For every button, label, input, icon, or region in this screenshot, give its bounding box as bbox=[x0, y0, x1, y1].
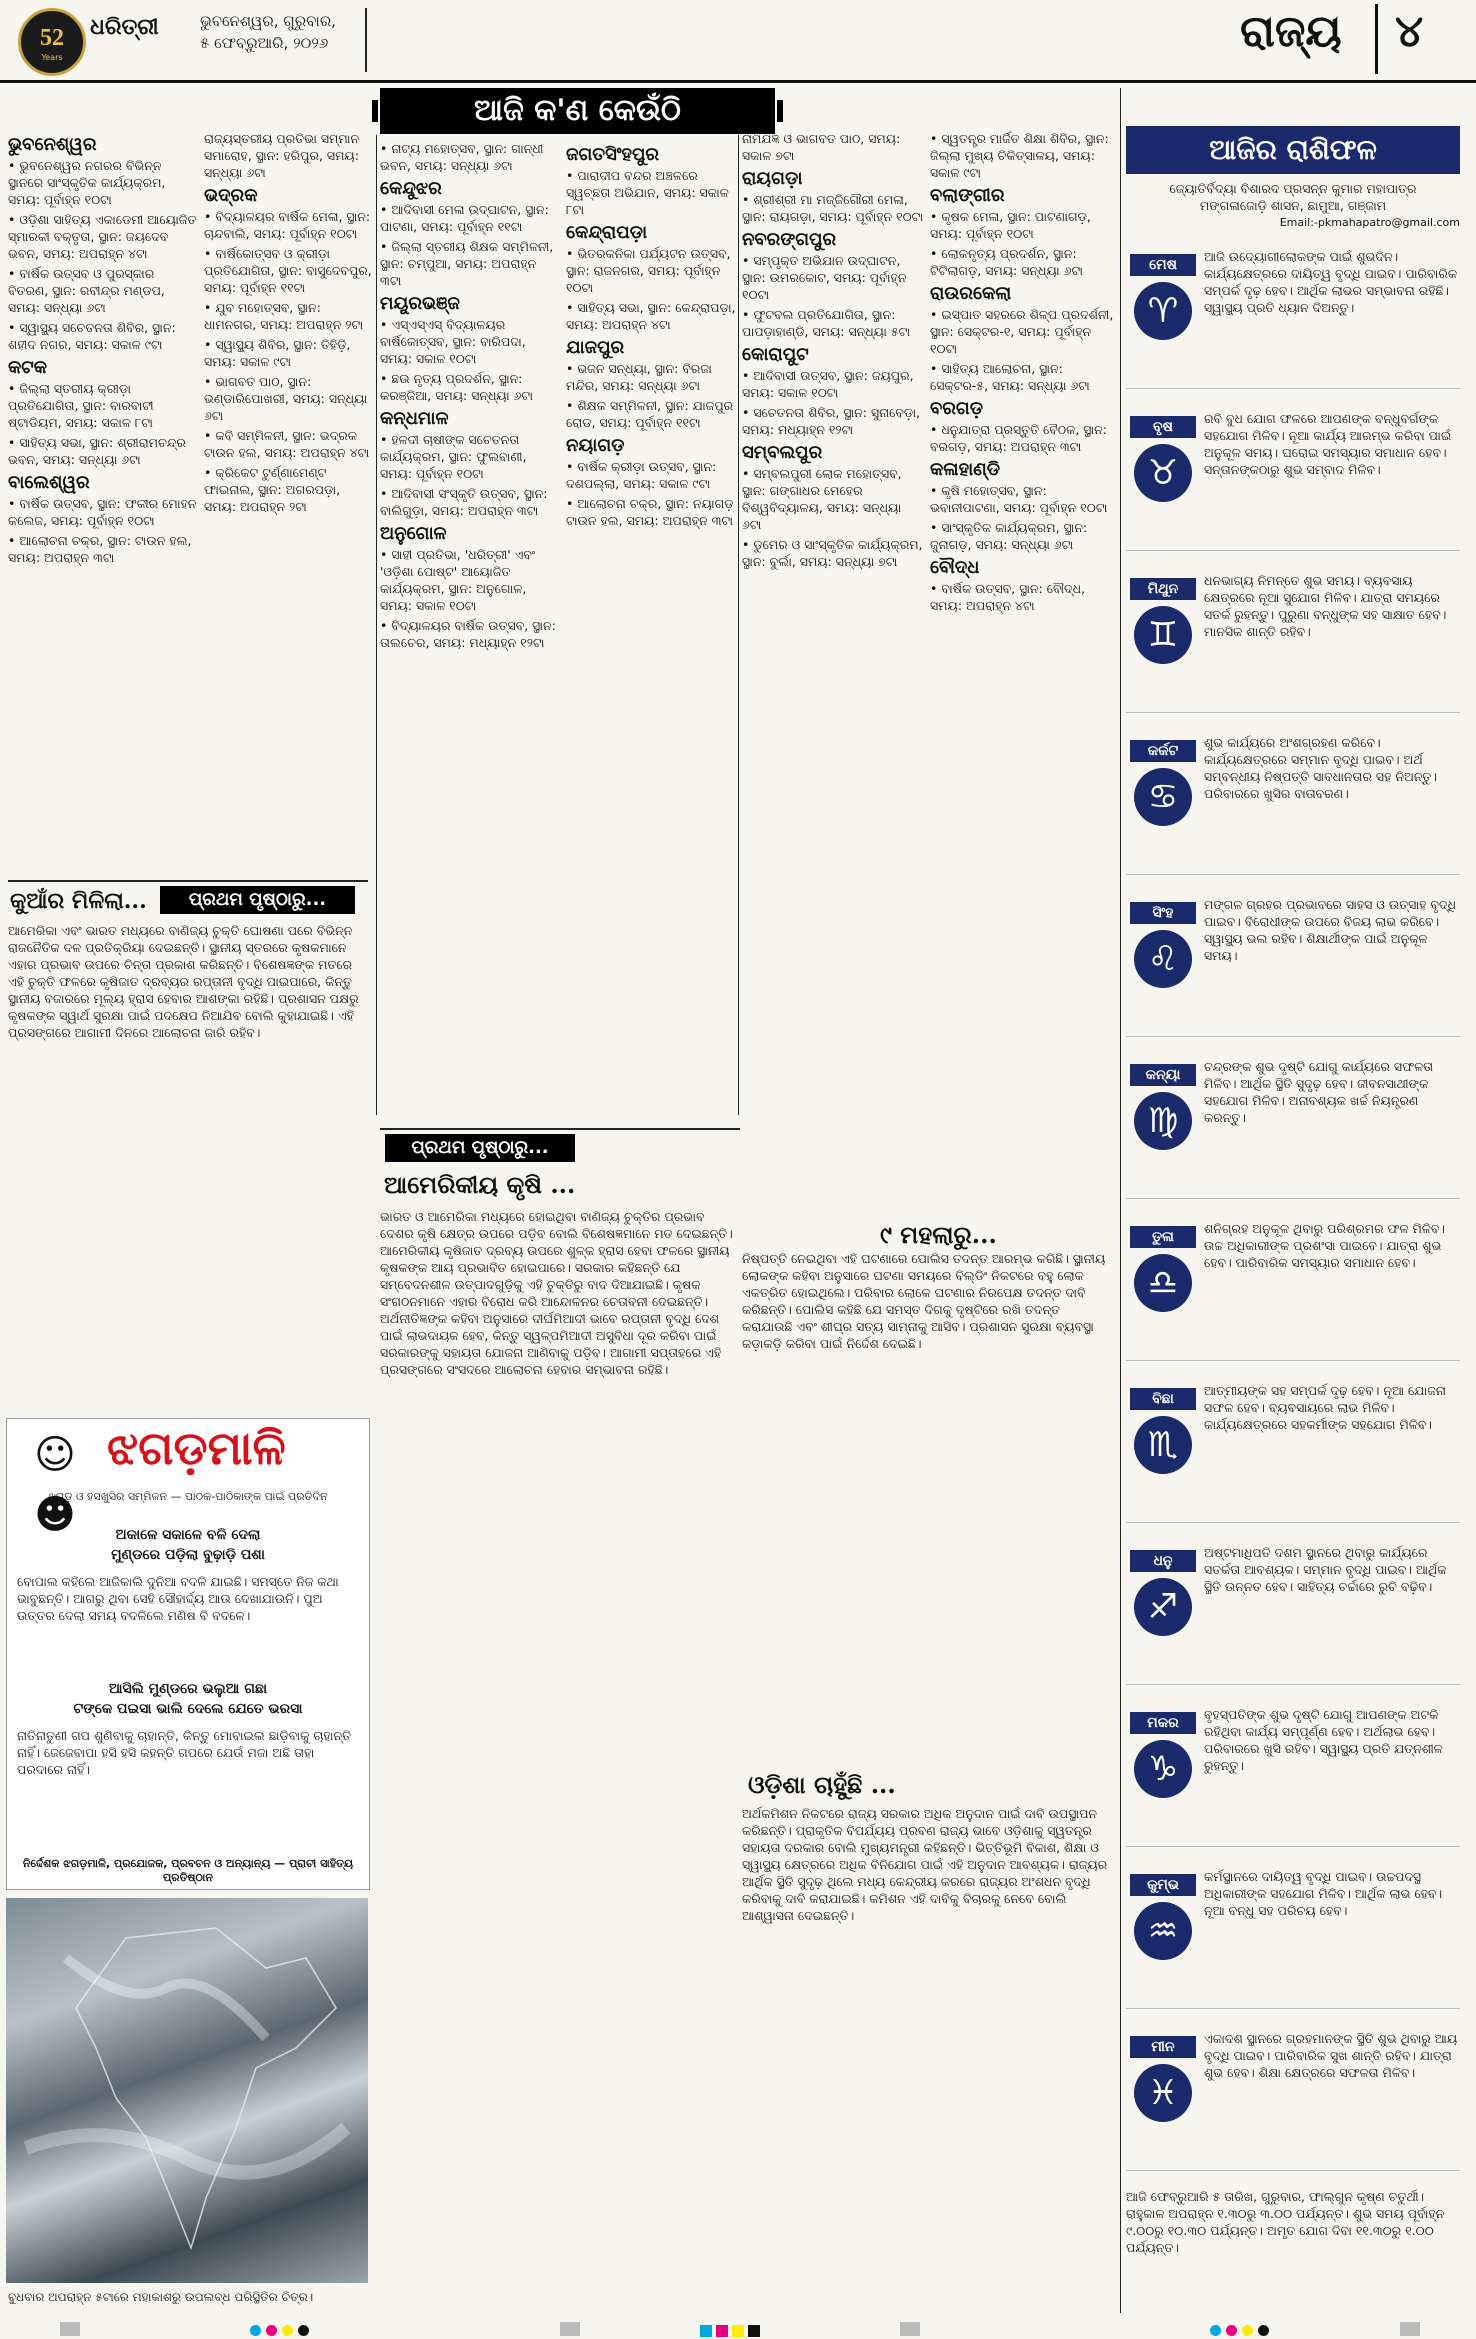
horoscope-email: Email:-pkmahapatro@gmail.com bbox=[1279, 216, 1460, 229]
place-heading: କଟକ bbox=[8, 357, 48, 378]
event-item: • ସଚେତନତା ଶିବିର, ସ୍ଥାନ: ସୁନାବେଡ଼ା, ସମୟ: ମଧ୍ୟାହ୍ନ ୧୨ଟା bbox=[742, 405, 921, 437]
zodiac-icon: ♊ bbox=[1134, 606, 1192, 664]
event-item: • ଆଦିବାସୀ ସଂସ୍କୃତି ଉତ୍ସବ, ସ୍ଥାନ: ବାଲିଗୁଡ଼ା, ସମୟ: ଅପରାହ୍ନ ୩ଟା bbox=[380, 486, 548, 518]
events-column-2 bbox=[204, 130, 374, 870]
place-heading: କଳାହାଣ୍ଡି bbox=[930, 459, 1001, 480]
event-item: • ଆଦିବାସୀ ଉତ୍ସବ, ସ୍ଥାନ: ଜୟପୁର, ସମୟ: ସକାଳ ୧୦ଟା bbox=[742, 368, 914, 400]
place-heading: ଭୁବନେଶ୍ୱର bbox=[8, 134, 97, 155]
event-item: • ହଳଦୀ ଚାଷୀଙ୍କ ସଚେତନତା କାର୍ଯ୍ୟକ୍ରମ, ସ୍ଥାନ: ଫୁଲବାଣୀ, ସମୟ: ପୂର୍ବାହ୍ନ ୧୦ଟା bbox=[380, 432, 527, 481]
events-column-6 bbox=[930, 130, 1115, 1115]
event-item: • ଶିକ୍ଷକ ସମ୍ମିଳନୀ, ସ୍ଥାନ: ଯାଜପୁର ରୋଡ, ସମୟ: ପୂର୍ବାହ୍ନ ୧୧ଟା bbox=[566, 398, 734, 430]
event-item: • ଜିଲ୍ଲା ସ୍ତରୀୟ ଶିକ୍ଷକ ସମ୍ମିଳନୀ, ସ୍ଥାନ: ଚମ୍ପୁଆ, ସମୟ: ଅପରାହ୍ନ ୩ଟା bbox=[380, 239, 554, 288]
cmyk-dot bbox=[282, 2325, 293, 2336]
sign-name: ବିଛା bbox=[1130, 1388, 1196, 1410]
event-item: • କବି ସମ୍ମିଳନୀ, ସ୍ଥାନ: ଭଦ୍ରକ ଟାଉନ ହଲ, ସମୟ: ଅପରାହ୍ନ ୪ଟା bbox=[204, 428, 370, 460]
logo-title: ଧରିତ୍ରୀ bbox=[90, 14, 159, 40]
sign-prediction: ଶନିଗ୍ରହ ଅନୁକୂଳ ଥିବାରୁ ପରିଶ୍ରମର ଫଳ ମିଳିବ। ଉଚ୍ଚ ଅଧିକାରୀଙ୍କ ପ୍ରଶଂସା ପାଇବେ। ଯାତ୍ରା ଶୁଭ ହେବ। ପାରିବାରିକ ସମସ୍ୟାର ସମାଧାନ ହେବ। bbox=[1204, 1221, 1446, 1270]
sign-name: କର୍କଟ bbox=[1130, 740, 1196, 762]
cmyk-dot bbox=[1258, 2325, 1269, 2336]
registration-mark bbox=[60, 2322, 80, 2336]
cmyk-dot bbox=[1226, 2325, 1237, 2336]
comic-body: ନାତିନାତୁଣୀ ଗପ ଶୁଣିବାକୁ ଚାହାନ୍ତି, କିନ୍ତୁ ମୋବାଇଲ ଛାଡ଼ିବାକୁ ଚାହାନ୍ତି ନାହିଁ। ଜେଜେବାପା ହସି ହସି କହନ୍ତି ଗପରେ ଯେଉଁ ମଜା ଅଛି ତାହା ପରଦାରେ ନାହିଁ। bbox=[17, 1728, 351, 1777]
event-item: ରାଜ୍ୟସ୍ତରୀୟ ପ୍ରତିଭା ସମ୍ମାନ ସମାରୋହ, ସ୍ଥାନ: ହରିପୁର, ସମୟ: ସନ୍ଧ୍ୟା ୬ଟା bbox=[204, 131, 360, 180]
sign-prediction: ଅଷ୍ଟମାଧିପତି ଦଶମ ସ୍ଥାନରେ ଥିବାରୁ କାର୍ଯ୍ୟରେ ସତର୍କତା ଆବଶ୍ୟକ। ସମ୍ମାନ ବୃଦ୍ଧି ପାଇବ। ଆର୍ଥିକ ସ୍ଥିତି ଉନ୍ନତ ହେବ। ସାହିତ୍ୟ ଚର୍ଚ୍ଚାରେ ରୁଚି ବଢ଼ିବ। bbox=[1204, 1545, 1447, 1594]
events-banner: ଆଜି କ'ଣ କେଉଁଠି bbox=[380, 88, 775, 134]
logo-years: Years bbox=[41, 53, 63, 62]
registration-mark bbox=[1400, 2322, 1420, 2336]
sign-prediction: ଶୁଭ କାର୍ଯ୍ୟରେ ଅଂଶଗ୍ରହଣ କରିବେ। କାର୍ଯ୍ୟକ୍ଷେତ୍ରରେ ସମ୍ମାନ ବୃଦ୍ଧି ପାଇବ। ଅର୍ଥ ସମ୍ବନ୍ଧୀୟ ନିଷ୍ପତ୍ତି ସାବଧାନତାର ସହ ନିଅନ୍ତୁ। ପରିବାରରେ ଖୁସିର ବାତାବରଣ। bbox=[1204, 735, 1437, 801]
event-item: • ଏସ୍‌ଏସ୍‌ଏସ୍ ବିଦ୍ୟାଳୟର ବାର୍ଷିକୋତ୍ସବ, ସ୍ଥାନ: ବାରିପଦା, ସମୟ: ସକାଳ ୧୦ଟା bbox=[380, 317, 526, 366]
sign-prediction: ମଙ୍ଗଳ ଗ୍ରହର ପ୍ରଭାବରେ ସାହସ ଓ ଉତ୍ସାହ ବୃଦ୍ଧି ପାଇବ। ବିରୋଧୀଙ୍କ ଉପରେ ବିଜୟ ଲାଭ କରିବେ। ସ୍ୱାସ୍ଥ୍ୟ ଭଲ ରହିବ। ଶିକ୍ଷାର୍ଥୀଙ୍କ ପାଇଁ ଅନୁକୂଳ ସମୟ। bbox=[1204, 897, 1457, 963]
banner-right-cap bbox=[777, 100, 783, 122]
horoscope-sign-row bbox=[1126, 1212, 1460, 1361]
zodiac-icon: ♋ bbox=[1134, 768, 1192, 826]
sign-prediction: ଆତ୍ମୀୟଙ୍କ ସହ ସମ୍ପର୍କ ଦୃଢ଼ ହେବ। ନୂଆ ଯୋଜନା ସଫଳ ହେବ। ବ୍ୟବସାୟରେ ଲାଭ ମିଳିବ। କାର୍ଯ୍ୟକ୍ଷେତ୍ରରେ ସହକର୍ମୀଙ୍କ ସହଯୋଗ ମିଳିବ। bbox=[1204, 1383, 1446, 1432]
horoscope-title: ଆଜିର ରାଶିଫଳ bbox=[1126, 126, 1460, 174]
sign-name: କୁମ୍ଭ bbox=[1130, 1874, 1196, 1896]
place-heading: ରାୟଗଡ଼ା bbox=[742, 168, 803, 189]
comic-title: ଝଗଡ଼ମାଳି bbox=[107, 1421, 286, 1475]
masthead bbox=[0, 0, 1476, 83]
story-heading: କୁଆଁର ମିଳିଲା... bbox=[10, 888, 147, 914]
sign-prediction: ଧନଭାଗ୍ୟ ନିମନ୍ତେ ଶୁଭ ସମୟ। ବ୍ୟବସାୟ କ୍ଷେତ୍ରରେ ନୂଆ ସୁଯୋଗ ମିଳିବ। ଯାତ୍ରା ସମୟରେ ସତର୍କ ରୁହନ୍ତୁ। ପୁରୁଣା ବନ୍ଧୁଙ୍କ ସହ ସାକ୍ଷାତ ହେବ। ମାନସିକ ଶାନ୍ତି ରହିବ। bbox=[1204, 573, 1447, 639]
event-item: • ସାହିତ୍ୟ ସଭା, ସ୍ଥାନ: କେନ୍ଦ୍ରାପଡ଼ା, ସମୟ: ଅପରାହ୍ନ ୪ଟା bbox=[566, 300, 736, 332]
event-item: • ସ୍ୱାସ୍ଥ୍ୟ ଶିବିର, ସ୍ଥାନ: ତିହିଡ଼ି, ସମୟ: ସକାଳ ୯ଟା bbox=[204, 337, 351, 369]
story-body bbox=[8, 922, 368, 1407]
event-item: • କୃଷି ମହୋତ୍ସବ, ସ୍ଥାନ: ଭବାନୀପାଟଣା, ସମୟ: ପୂର୍ବାହ୍ନ ୧୦ଟା bbox=[930, 483, 1108, 515]
column-rule bbox=[1120, 88, 1121, 2313]
comic-line: ଅକାଳେ ସକାଳେ ବଳି ଦେଲା bbox=[115, 1527, 261, 1543]
registration-mark bbox=[900, 2322, 920, 2336]
event-item: • ଆଦିବାସୀ ମେଳା ଉଦ୍‌ଘାଟନ, ସ୍ଥାନ: ପାଟଣା, ସମୟ: ପୂର୍ବାହ୍ନ ୧୧ଟା bbox=[380, 202, 549, 234]
cmyk-dot bbox=[266, 2325, 277, 2336]
horoscope-sign-row bbox=[1126, 888, 1460, 1037]
event-item: • ସ୍ୱାସ୍ଥ୍ୟ ସଚେତନତା ଶିବିର, ସ୍ଥାନ: ଶହୀଦ ନଗର, ସମୟ: ସକାଳ ୯ଟା bbox=[8, 320, 176, 352]
cmyk-square bbox=[748, 2325, 760, 2337]
front-page-strip: ପ୍ରଥମ ପୃଷ୍ଠାରୁ... bbox=[160, 886, 355, 914]
event-item: • ଓଡ଼ିଶା ସାହିତ୍ୟ ଏକାଡେମୀ ଆୟୋଜିତ ସ୍ମାରକୀ ବକ୍ତୃତା, ସ୍ଥାନ: ଜୟଦେବ ଭବନ, ସମୟ: ଅପରାହ୍ନ ୪ଟା bbox=[8, 212, 197, 261]
sign-prediction: କର୍ମସ୍ଥାନରେ ଦାୟିତ୍ୱ ବୃଦ୍ଧି ପାଇବ। ଉଚ୍ଚପଦସ୍ଥ ଅଧିକାରୀଙ୍କ ସହଯୋଗ ମିଳିବ। ଆର୍ଥିକ ଲାଭ ହେବ। ନୂଆ ବନ୍ଧୁ ସହ ପରିଚୟ ହେବ। bbox=[1204, 1869, 1443, 1918]
place-heading: ନବରଙ୍ଗପୁର bbox=[742, 229, 837, 250]
front-page-strip: ପ୍ରଥମ ପୃଷ୍ଠାରୁ... bbox=[385, 1134, 575, 1162]
event-item: • କ୍ରିକେଟ ଟୁର୍ଣ୍ଣାମେଣ୍ଟ ଫାଇନାଲ, ସ୍ଥାନ: ଅଗରପଡ଼ା, ସମୟ: ଅପରାହ୍ନ ୨ଟା bbox=[204, 465, 341, 514]
horoscope-credits bbox=[1126, 180, 1460, 231]
zodiac-icon: ♒ bbox=[1134, 1902, 1192, 1960]
event-item: • ଛଉ ନୃତ୍ୟ ପ୍ରଦର୍ଶନ, ସ୍ଥାନ: କରଞ୍ଜିଆ, ସମୟ: ସନ୍ଧ୍ୟା ୬ଟା bbox=[380, 371, 533, 403]
zodiac-icon: ♑ bbox=[1134, 1740, 1192, 1798]
logo-number: 52 bbox=[40, 25, 64, 51]
sign-prediction: ଚନ୍ଦ୍ରଙ୍କ ଶୁଭ ଦୃଷ୍ଟି ଯୋଗୁ କାର୍ଯ୍ୟରେ ସଫଳତା ମିଳିବ। ଆର୍ଥିକ ସ୍ଥିତି ସୁଦୃଢ଼ ହେବ। ଜୀବନସାଥୀଙ୍କ ସହଯୋଗ ମିଳିବ। ଅନାବଶ୍ୟକ ଖର୍ଚ୍ଚ ନିୟନ୍ତ୍ରଣ କରନ୍ତୁ। bbox=[1204, 1059, 1434, 1125]
story-heading: ଓଡ଼ିଶା ଚାହୁଁଛି ... bbox=[748, 1770, 896, 1799]
sign-prediction: ଏକାଦଶ ସ୍ଥାନରେ ଗ୍ରହମାନଙ୍କ ସ୍ଥିତି ଶୁଭ ଥିବାରୁ ଆୟ ବୃଦ୍ଧି ପାଇବ। ପାରିବାରିକ ସୁଖ ଶାନ୍ତି ରହିବ। ଯାତ୍ରା ଶୁଭ ହେବ। ଶିକ୍ଷା କ୍ଷେତ୍ରରେ ସଫଳତା ମିଳିବ। bbox=[1204, 2031, 1458, 2080]
sign-name: ମୀନ bbox=[1130, 2036, 1196, 2058]
event-item: • ସାଂସ୍କୃତିକ କାର୍ଯ୍ୟକ୍ରମ, ସ୍ଥାନ: ଜୁନାଗଡ଼, ସମୟ: ସନ୍ଧ୍ୟା ୬ଟା bbox=[930, 520, 1088, 552]
event-item: • ବାର୍ଷିକ ଉତ୍ସବ, ସ୍ଥାନ: ଫକୀର ମୋହନ କଲେଜ, ସମୟ: ପୂର୍ବାହ୍ନ ୧୦ଟା bbox=[8, 496, 197, 528]
story-heading: ଆମେରିକୀୟ କୃଷି ... bbox=[384, 1170, 576, 1199]
story-paragraph: ଭାରତ ଓ ଆମେରିକା ମଧ୍ୟରେ ହୋଇଥିବା ବାଣିଜ୍ୟ ଚୁକ୍ତିର ପ୍ରଭାବ ଦେଶର କୃଷି କ୍ଷେତ୍ର ଉପରେ ପଡ଼ିବ ବୋଲି ବିଶେଷଜ୍ଞମାନେ ମତ ଦେଇଛନ୍ତି। ଆମେରିକୀୟ କୃଷିଜାତ ଦ୍ରବ୍ୟ ଉପରେ ଶୁଳ୍କ ହ୍ରାସ ହେବା ଫଳରେ ସ୍ଥାନୀୟ କୃଷକଙ୍କ ଆୟ ପ୍ରଭାବିତ ହୋଇପାରେ। ସରକାର କହିଛନ୍ତି ଯେ ସମ୍ବେଦନଶୀଳ ଉତ୍ପାଦଗୁଡ଼ିକୁ ଏହି ଚୁକ୍ତିରୁ ବାଦ ଦିଆଯାଇଛି। କୃଷକ ସଂଗଠନମାନେ ଏହାର ବିରୋଧ କରି ଆନ୍ଦୋଳନର ଚେତାବନୀ ଦେଇଛନ୍ତି। ଅର୍ଥନୀତିଜ୍ଞଙ୍କ କହିବା ଅନୁସାରେ ଦୀର୍ଘମିଆଦୀ ଭାବେ ରପ୍ତାନୀ ବୃଦ୍ଧି ଦେଶ ପାଇଁ ଲାଭଦାୟକ ହେବ, କିନ୍ତୁ ସ୍ୱଳ୍ପମିଆଦୀ ଅସୁବିଧା ଦୂର କରିବା ପାଇଁ ସରକାରଙ୍କୁ ସହାୟତା ଯୋଜନା ଆଣିବାକୁ ପଡ଼ିବ। ଆଗାମୀ ସପ୍ତାହରେ ଏହି ପ୍ରସଙ୍ଗରେ ସଂସଦରେ ଆଲୋଚନା ହେବାର ସମ୍ଭାବନା ରହିଛି। bbox=[380, 1209, 733, 1377]
comic-line: ମୁଣ୍ଡରେ ପଡ଼ିଲା ବୁଢ଼ାଡ଼ି ପଶା bbox=[111, 1547, 265, 1563]
column-rule bbox=[738, 135, 739, 1115]
cmyk-square bbox=[716, 2325, 728, 2337]
event-item: • ଧନୁଯାତ୍ରା ପ୍ରସ୍ତୁତି ବୈଠକ, ସ୍ଥାନ: ବରଗଡ଼, ସମୟ: ଅପରାହ୍ନ ୩ଟା bbox=[930, 422, 1107, 454]
events-column-1 bbox=[8, 130, 198, 870]
event-item: ନାମଯଜ୍ଞ ଓ ଭାଗବତ ପାଠ, ସମୟ: ସକାଳ ୭ଟା bbox=[742, 131, 901, 163]
comic-credit: ନିର୍ଦ୍ଦେଶକ ଝଗଡ଼ମାଳି, ପ୍ରଯୋଜକ, ପ୍ରବଚନ ଓ ଅନ୍ୟାନ୍ୟ — ପ୍ରାଚୀ ସାହିତ୍ୟ ପ୍ରତିଷ୍ଠାନ bbox=[22, 1857, 354, 1884]
event-item: • ଇସ୍ପାତ ସହରରେ ଶିଳ୍ପ ପ୍ରଦର୍ଶନୀ, ସ୍ଥାନ: ସେକ୍ଟର-୧, ସମୟ: ପୂର୍ବାହ୍ନ ୧୦ଟା bbox=[930, 307, 1114, 356]
sign-name: କନ୍ୟା bbox=[1130, 1064, 1196, 1086]
event-item: • ସମ୍ପୃକ୍ତ ଅଭିଯାନ ଉଦ୍‌ଘାଟନ, ସ୍ଥାନ: ଉମରକୋଟ, ସମୟ: ପୂର୍ବାହ୍ନ ୧୦ଟା bbox=[742, 253, 907, 302]
horoscope-sign-row bbox=[1126, 1860, 1460, 2009]
place-heading: ଯାଜପୁର bbox=[566, 337, 625, 358]
place-heading: କେନ୍ଦ୍ରାପଡ଼ା bbox=[566, 222, 648, 243]
cmyk-dot bbox=[250, 2325, 261, 2336]
date-line-1: ଭୁବନେଶ୍ୱର, ଗୁରୁବାର, bbox=[200, 12, 336, 30]
place-heading: ରାଉରକେଲା bbox=[930, 283, 1012, 304]
events-column-3 bbox=[380, 140, 560, 1120]
place-heading: କୋରାପୁଟ bbox=[742, 344, 809, 365]
section-rule bbox=[380, 1128, 740, 1130]
zodiac-icon: ♏ bbox=[1134, 1416, 1192, 1474]
sign-name: ସିଂହ bbox=[1130, 902, 1196, 924]
place-heading: କନ୍ଧମାଳ bbox=[380, 408, 449, 429]
section-divider bbox=[1375, 4, 1378, 74]
story-body bbox=[742, 1250, 1114, 1750]
event-item: • ସାହିତ୍ୟ ସଭା, ସ୍ଥାନ: ଶ୍ରୀରାମଚନ୍ଦ୍ର ଭବନ, ସମୟ: ସନ୍ଧ୍ୟା ୬ଟା bbox=[8, 435, 186, 467]
event-item: • ଭୁବନେଶ୍ୱର ନଗରର ବିଭିନ୍ନ ସ୍ଥାନରେ ସାଂସ୍କୃତିକ କାର୍ଯ୍ୟକ୍ରମ, ସମୟ: ପୂର୍ବାହ୍ନ ୧୦ଟା bbox=[8, 158, 166, 207]
event-item: • ଭଜନ ସନ୍ଧ୍ୟା, ସ୍ଥାନ: ବିରଜା ମନ୍ଦିର, ସମୟ: ସନ୍ଧ୍ୟା ୬ଟା bbox=[566, 361, 712, 393]
place-heading: ବଲାଙ୍ଗୀର bbox=[930, 185, 1005, 206]
place-heading: ବରଗଡ଼ bbox=[930, 398, 984, 419]
events-column-5 bbox=[742, 130, 924, 1115]
event-item: • ବାର୍ଷିକ ଉତ୍ସବ, ସ୍ଥାନ: ବୌଦ୍ଧ, ସମୟ: ଅପରାହ୍ନ ୪ଟା bbox=[930, 581, 1086, 613]
event-item: • ନାଟ୍ୟ ମହୋତ୍ସବ, ସ୍ଥାନ: ଗାନ୍ଧୀ ଭବନ, ସମୟ: ସନ୍ଧ୍ୟା ୬ଟା bbox=[380, 141, 544, 173]
event-item: • ଶ୍ରୀଶ୍ରୀ ମା ମଜ୍ଜିଗୌରୀ ମେଳା, ସ୍ଥାନ: ରାୟଗଡ଼ା, ସମୟ: ପୂର୍ବାହ୍ନ ୧୦ଟା bbox=[742, 192, 924, 224]
event-item: • ସ୍ୱତନ୍ତ୍ର ମାର୍ଜିତ ଶିକ୍ଷା ଶିବିର, ସ୍ଥାନ: ଜିଲ୍ଲା ମୁଖ୍ୟ ଚିକିତ୍ସାଳୟ, ସମୟ: ସକାଳ ୯ଟା bbox=[930, 131, 1109, 180]
horoscope-sign-row bbox=[1126, 402, 1460, 551]
sign-name: ମେଷ bbox=[1130, 254, 1196, 276]
place-heading: ଭଦ୍ରକ bbox=[204, 185, 258, 206]
zodiac-icon: ♐ bbox=[1134, 1578, 1192, 1636]
story-paragraph: ଅର୍ଥକମିଶନ ନିକଟରେ ରାଜ୍ୟ ସରକାର ଅଧିକ ଅନୁଦାନ ପାଇଁ ଦାବି ଉପସ୍ଥାପନ କରିଛନ୍ତି। ପ୍ରାକୃତିକ ବିପର୍ଯ୍ୟୟ ପ୍ରବଣ ରାଜ୍ୟ ଭାବେ ଓଡ଼ିଶାକୁ ସ୍ୱତନ୍ତ୍ର ସହାୟତା ଦରକାର ବୋଲି ମୁଖ୍ୟମନ୍ତ୍ରୀ କହିଛନ୍ତି। ଭିତ୍ତିଭୂମି ବିକାଶ, ଶିକ୍ଷା ଓ ସ୍ୱାସ୍ଥ୍ୟ କ୍ଷେତ୍ରରେ ଅଧିକ ବିନିଯୋଗ ପାଇଁ ଏହି ଅନୁଦାନ ଆବଶ୍ୟକ। ରାଜ୍ୟର ଆର୍ଥିକ ସ୍ଥିତି ସୁଦୃଢ଼ ଥିଲେ ମଧ୍ୟ କେନ୍ଦ୍ରୀୟ କରରେ ରାଜ୍ୟର ଅଂଶଧନ ବୃଦ୍ଧି କରିବାକୁ ଦାବି କରାଯାଇଛି। କମିଶନ ଏହି ଦାବିକୁ ବିଚାରକୁ ନେବେ ବୋଲି ଆଶ୍ୱାସନା ଦେଇଛନ୍ତି। bbox=[742, 1806, 1108, 1923]
cmyk-square bbox=[700, 2325, 712, 2337]
sign-name: ତୁଳା bbox=[1130, 1226, 1196, 1248]
place-heading: ନୟାଗଡ଼ bbox=[566, 435, 625, 456]
comic-line: ଟଙ୍କେ ପଇସା ଭାଲି ଦେଲେ ଯେତେ ଭରସା bbox=[73, 1701, 303, 1717]
column-rule bbox=[376, 135, 377, 1115]
event-item: • ଆଲୋଚନା ଚକ୍ର, ସ୍ଥାନ: ନୟାଗଡ଼ ଟାଉନ ହଲ, ସମୟ: ଅପରାହ୍ନ ୩ଟା bbox=[566, 496, 734, 528]
sign-prediction: ଆଜି ଉଦ୍ୟୋଗୀଲୋକଙ୍କ ପାଇଁ ଶୁଭଦିନ। କାର୍ଯ୍ୟକ୍ଷେତ୍ରରେ ଦାୟିତ୍ୱ ବୃଦ୍ଧି ପାଇବ। ପାରିବାରିକ ସମ୍ପର୍କ ଦୃଢ଼ ହେବ। ଆର୍ଥିକ ଲାଭର ସମ୍ଭାବନା ରହିଛି। ସ୍ୱାସ୍ଥ୍ୟ ପ୍ରତି ଧ୍ୟାନ ଦିଅନ୍ତୁ। bbox=[1204, 249, 1458, 315]
story-body bbox=[742, 1805, 1114, 2310]
event-item: • ବାର୍ଷିକୋତ୍ସବ ଓ କ୍ରୀଡ଼ା ପ୍ରତିଯୋଗିତା, ସ୍ଥାନ: ବାସୁଦେବପୁର, ସମୟ: ପୂର୍ବାହ୍ନ ୧୧ଟା bbox=[204, 246, 372, 295]
event-item: • ବିଦ୍ୟାଳୟର ବାର୍ଷିକ ମେଳା, ସ୍ଥାନ: ଚାନ୍ଦବାଲି, ସମୟ: ପୂର୍ବାହ୍ନ ୧୦ଟା bbox=[204, 209, 371, 241]
event-item: • ଫୁଟବଲ ପ୍ରତିଯୋଗିତା, ସ୍ଥାନ: ପାପଡ଼ାହାଣ୍ଡି, ସମୟ: ସନ୍ଧ୍ୟା ୫ଟା bbox=[742, 307, 911, 339]
place-heading: ଅନୁଗୋଳ bbox=[380, 523, 447, 544]
comic-line: ଆସିଲି ମୁଣ୍ଡରେ ଭଲୁଆ ଗଛା bbox=[108, 1681, 268, 1697]
story-body bbox=[380, 1208, 735, 2308]
zodiac-icon: ♓ bbox=[1134, 2064, 1192, 2122]
horoscope-author: ଜ୍ୟୋତିର୍ବିଦ୍ୟା ବିଶାରଦ ପ୍ରସନ୍ନ କୁମାର ମହାପାତ୍ର bbox=[1169, 181, 1417, 196]
event-item: • ଲୋକନୃତ୍ୟ ପ୍ରଦର୍ଶନ, ସ୍ଥାନ: ଟିଟିଲାଗଡ଼, ସମୟ: ସନ୍ଧ୍ୟା ୬ଟା bbox=[930, 246, 1083, 278]
section-rule bbox=[8, 880, 368, 882]
place-heading: ବାଲେଶ୍ୱର bbox=[8, 472, 90, 493]
event-item: • ଭିତରକନିକା ପର୍ଯ୍ୟଟନ ଉତ୍ସବ, ସ୍ଥାନ: ରାଜନଗର, ସମୟ: ପୂର୍ବାହ୍ନ ୧୦ଟା bbox=[566, 246, 731, 295]
zodiac-icon: ♉ bbox=[1134, 444, 1192, 502]
header-divider bbox=[365, 8, 367, 72]
registration-mark bbox=[560, 2322, 580, 2336]
weather-caption: ବୁଧବାର ଅପରାହ୍ନ ୫ଟାରେ ମହାକାଶରୁ ଉପଲବ୍ଧ ପରିସ୍ଥିତିର ଚିତ୍ର। bbox=[8, 2290, 314, 2304]
story-heading: ୯ ମହଲାରୁ... bbox=[880, 1220, 997, 1249]
event-item: • ପାରାଦୀପ ବନ୍ଦର ଅଞ୍ଚଳରେ ସ୍ୱଚ୍ଛତା ଅଭିଯାନ, ସମୟ: ସକାଳ ୮ଟା bbox=[566, 168, 729, 217]
comic-subtitle: ଝଗଡ଼ ଓ ହସଖୁସିର ସମ୍ମିଳନ — ପାଠକ-ପାଠିକାଙ୍କ ପାଇଁ ପ୍ରତିଦିନ bbox=[48, 1490, 328, 1503]
horoscope-sign-row bbox=[1126, 1698, 1460, 1847]
cmyk-square bbox=[732, 2325, 744, 2337]
zodiac-icon: ♎ bbox=[1134, 1254, 1192, 1312]
place-heading: ଜଗତସିଂହପୁର bbox=[566, 144, 660, 165]
comic-body: ବୋପାଲ କହିଲେ ଆଜିକାଲି ଦୁନିଆ ବଦଳି ଯାଇଛି। ସମସ୍ତେ ନିଜ କଥା ଭାବୁଛନ୍ତି। ଆଗରୁ ଥିବା ସେହି ସୌହାର୍ଦ୍ଦ୍ୟ ଆଉ ଦେଖାଯାଉନି। ପୁଅ ଉତ୍ତର ଦେଲା ସମୟ ବଦଳିଲେ ମଣିଷ ବି ବଦଳେ। bbox=[17, 1574, 339, 1623]
panchang-text: ଆଜି ଫେବ୍ରୁଆରି ୫ ତାରିଖ, ଗୁରୁବାର, ଫାଲ୍ଗୁନ କୃଷ୍ଣ ଚତୁର୍ଥୀ। ରାହୁକାଳ ଅପରାହ୍ନ ୧.୩୦ରୁ ୩.୦୦ ପର୍ଯ୍ୟନ୍ତ। ଶୁଭ ସମୟ ପୂର୍ବାହ୍ନ ୯.୦୦ରୁ ୧୦.୩୦ ପର୍ଯ୍ୟନ୍ତ। ଅମୃତ ଯୋଗ ଦିବା ୧୧.୩୦ରୁ ୧.୦୦ ପର୍ଯ୍ୟନ୍ତ। bbox=[1126, 2189, 1445, 2255]
event-item: • ସାହିତ୍ୟ ଆଲୋଚନା, ସ୍ଥାନ: ସେକ୍ଟର-୫, ସମୟ: ସନ୍ଧ୍ୟା ୬ଟା bbox=[930, 361, 1090, 393]
sign-name: ଧନୁ bbox=[1130, 1550, 1196, 1572]
event-item: • ବାର୍ଷିକ ଉତ୍ସବ ଓ ପୁରସ୍କାର ବିତରଣ, ସ୍ଥାନ: ରବୀନ୍ଦ୍ର ମଣ୍ଡପ, ସମୟ: ସନ୍ଧ୍ୟା ୬ଟା bbox=[8, 266, 165, 315]
section-title: ରାଜ୍ୟ bbox=[1240, 6, 1342, 57]
event-item: • ଜିଲ୍ଲା ସ୍ତରୀୟ କ୍ରୀଡ଼ା ପ୍ରତିଯୋଗିତା, ସ୍ଥାନ: ବାରବାଟୀ ଷ୍ଟାଡିୟମ, ସମୟ: ସକାଳ ୮ଟା bbox=[8, 381, 154, 430]
cmyk-dot bbox=[1210, 2325, 1221, 2336]
cmyk-dot bbox=[298, 2325, 309, 2336]
story-paragraph: ଆମେରିକା ଏବଂ ଭାରତ ମଧ୍ୟରେ ବାଣିଜ୍ୟ ଚୁକ୍ତି ଘୋଷଣା ପରେ ବିଭିନ୍ନ ରାଜନୈତିକ ଦଳ ପ୍ରତିକ୍ରିୟା ଦେଇଛନ୍ତି। ସ୍ଥାନୀୟ ସ୍ତରରେ କୃଷକମାନେ ଏହାର ପ୍ରଭାବ ଉପରେ ଚିନ୍ତା ପ୍ରକାଶ କରିଛନ୍ତି। ବିଶେଷଜ୍ଞଙ୍କ ମତରେ ଏହି ଚୁକ୍ତି ଫଳରେ କୃଷିଜାତ ଦ୍ରବ୍ୟର ରପ୍ତାନୀ ବୃଦ୍ଧି ପାଇପାରେ, କିନ୍ତୁ ସ୍ଥାନୀୟ ବଜାରରେ ମୂଲ୍ୟ ହ୍ରାସ ହେବାର ଆଶଙ୍କା ରହିଛି। ପ୍ରଶାସନ ପକ୍ଷରୁ କୃଷକଙ୍କ ସ୍ୱାର୍ଥ ସୁରକ୍ଷା ପାଇଁ ପଦକ୍ଷେପ ନିଆଯିବ ବୋଲି କୁହାଯାଇଛି। ଏହି ପ୍ରସଙ୍ଗରେ ଆଗାମୀ ଦିନରେ ଆଲୋଚନା ଜାରି ରହିବ। bbox=[8, 923, 359, 1040]
panchang bbox=[1126, 2188, 1460, 2313]
satellite-weather-image bbox=[6, 1898, 368, 2283]
event-item: • ବାର୍ଷିକ କ୍ରୀଡ଼ା ଉତ୍ସବ, ସ୍ଥାନ: ଦଶପଲ୍ଲା, ସମୟ: ସକାଳ ୯ଟା bbox=[566, 459, 717, 491]
sign-name: ମିଥୁନ bbox=[1130, 578, 1196, 600]
horoscope-address: ମଙ୍ଗଳାଜୋଡ଼ି ଶାସନ, ଛାମୁଆ, ଗଞ୍ଜାମ bbox=[1199, 198, 1387, 213]
event-item: • ଭାଗବତ ପାଠ, ସ୍ଥାନ: ଭଣ୍ଡାରିପୋଖରୀ, ସମୟ: ସନ୍ଧ୍ୟା ୬ଟା bbox=[204, 374, 368, 423]
horoscope-sign-row bbox=[1126, 726, 1460, 875]
zodiac-icon: ♌ bbox=[1134, 930, 1192, 988]
sign-prediction: ରବି ବୁଧ ଯୋଗ ଫଳରେ ଆପଣଙ୍କ ବନ୍ଧୁବର୍ଗଙ୍କ ସହଯୋଗ ମିଳିବ। ନୂଆ କାର୍ଯ୍ୟ ଆରମ୍ଭ କରିବା ପାଇଁ ଅନୁକୂଳ ସମୟ। ଘରୋଇ ସମସ୍ୟାର ସମାଧାନ ହେବ। ସନ୍ତାନଙ୍କଠାରୁ ଶୁଭ ସମ୍ବାଦ ମିଳିବ। bbox=[1204, 411, 1452, 477]
event-item: • ବିଦ୍ୟାଳୟର ବାର୍ଷିକ ଉତ୍ସବ, ସ୍ଥାନ: ତାଲଚେର, ସମୟ: ମଧ୍ୟାହ୍ନ ୧୨ଟା bbox=[380, 618, 556, 650]
event-item: • ସମ୍ବଲପୁରୀ ଲୋକ ମହୋତ୍ସବ, ସ୍ଥାନ: ଗଙ୍ଗାଧର ମେହେର ବିଶ୍ୱବିଦ୍ୟାଳୟ, ସମୟ: ସନ୍ଧ୍ୟା ୬ଟା bbox=[742, 466, 902, 532]
event-item: • କୃଷକ ମେଳା, ସ୍ଥାନ: ପାଟଣାଗଡ଼, ସମୟ: ପୂର୍ବାହ୍ନ ୧୦ଟା bbox=[930, 209, 1091, 241]
dateline bbox=[200, 10, 336, 54]
event-item: • ଆଲୋଚନା ଚକ୍ର, ସ୍ଥାନ: ଟାଉନ ହଲ, ସମୟ: ଅପରାହ୍ନ ୩ଟା bbox=[8, 533, 192, 565]
cartoon-faces-icon: ☺☻ bbox=[34, 1432, 76, 1538]
story-paragraph: ନିଷ୍ପତ୍ତି ନେଇଥିବା ଏହି ଘଟଣାରେ ପୋଲିସ ତଦନ୍ତ ଆରମ୍ଭ କରିଛି। ସ୍ଥାନୀୟ ଲୋକଙ୍କ କହିବା ଅନୁସାରେ ଘଟଣା ସମୟରେ ବିଲ୍ଡିଂ ନିକଟରେ ବହୁ ଲୋକ ଏକତ୍ରିତ ହୋଇଥିଲେ। ପରିବାର ଲୋକେ ଘଟଣାର ନିରପେକ୍ଷ ତଦନ୍ତ ଦାବି କରିଛନ୍ତି। ପୋଲିସ କହିଛି ଯେ ସମସ୍ତ ଦିଗକୁ ଦୃଷ୍ଟିରେ ରଖି ତଦନ୍ତ କରାଯାଉଛି ଏବଂ ଶୀଘ୍ର ସତ୍ୟ ସାମ୍ନାକୁ ଆସିବ। ପ୍ରଶାସନ ସୁରକ୍ଷା ବ୍ୟବସ୍ଥା କଡ଼ାକଡ଼ି କରିବା ପାଇଁ ନିର୍ଦ୍ଦେଶ ଦେଇଛି। bbox=[742, 1251, 1106, 1351]
page-number: ୪ bbox=[1395, 6, 1424, 57]
india-map-outline-icon bbox=[6, 1898, 368, 2283]
zodiac-icon: ♈ bbox=[1134, 282, 1192, 340]
horoscope-sign-row bbox=[1126, 240, 1460, 389]
place-heading: ବୌଦ୍ଧ bbox=[930, 557, 980, 578]
date-line-2: ୫ ଫେବ୍ରୁଆରି, ୨୦୨୬ bbox=[200, 34, 329, 52]
horoscope-sign-row bbox=[1126, 1536, 1460, 1685]
sign-name: ବୃଷ bbox=[1130, 416, 1196, 438]
cmyk-dot bbox=[1242, 2325, 1253, 2336]
comic-box bbox=[6, 1418, 370, 1890]
event-item: • ଯୁବ ମହୋତ୍ସବ, ସ୍ଥାନ: ଧାମନଗର, ସମୟ: ଅପରାହ୍ନ ୨ଟା bbox=[204, 300, 364, 332]
banner-left-cap bbox=[372, 100, 378, 122]
event-item: • ସାହୀ ପ୍ରତିଭା, 'ଧରିତ୍ରୀ' ଏବଂ 'ଓଡ଼ିଶା ପୋଷ୍ଟ' ଆୟୋଜିତ କାର୍ଯ୍ୟକ୍ରମ, ସ୍ଥାନ: ଅନୁଗୋଳ, ସମୟ: ସକାଳ ୧୦ଟା bbox=[380, 547, 536, 613]
events-column-4 bbox=[566, 140, 736, 1120]
horoscope-sign-row bbox=[1126, 1374, 1460, 1523]
sign-prediction: ବୃହସ୍ପତିଙ୍କ ଶୁଭ ଦୃଷ୍ଟି ଯୋଗୁ ଆପଣଙ୍କ ଅଟକି ରହିଥିବା କାର୍ଯ୍ୟ ସମ୍ପୂର୍ଣ୍ଣ ହେବ। ଅର୍ଥଲାଭ ହେବ। ପରିବାରରେ ଖୁସି ରହିବ। ସ୍ୱାସ୍ଥ୍ୟ ପ୍ରତି ଯତ୍ନଶୀଳ ରୁହନ୍ତୁ। bbox=[1204, 1707, 1443, 1773]
sign-name: ମକର bbox=[1130, 1712, 1196, 1734]
place-heading: ମୟୂରଭଞ୍ଜ bbox=[380, 293, 460, 314]
event-item: • ଡୁମେର ଓ ସାଂସ୍କୃତିକ କାର୍ଯ୍ୟକ୍ରମ, ସ୍ଥାନ: ବୁର୍ଲା, ସମୟ: ସନ୍ଧ୍ୟା ୭ଟା bbox=[742, 537, 923, 569]
zodiac-icon: ♍ bbox=[1134, 1092, 1192, 1150]
place-heading: ସମ୍ବଲପୁର bbox=[742, 442, 823, 463]
newspaper-logo bbox=[18, 8, 86, 76]
horoscope-sign-row bbox=[1126, 564, 1460, 713]
horoscope-sign-row bbox=[1126, 1050, 1460, 1199]
place-heading: କେନ୍ଦୁଝର bbox=[380, 178, 442, 199]
horoscope-sign-row bbox=[1126, 2022, 1460, 2171]
